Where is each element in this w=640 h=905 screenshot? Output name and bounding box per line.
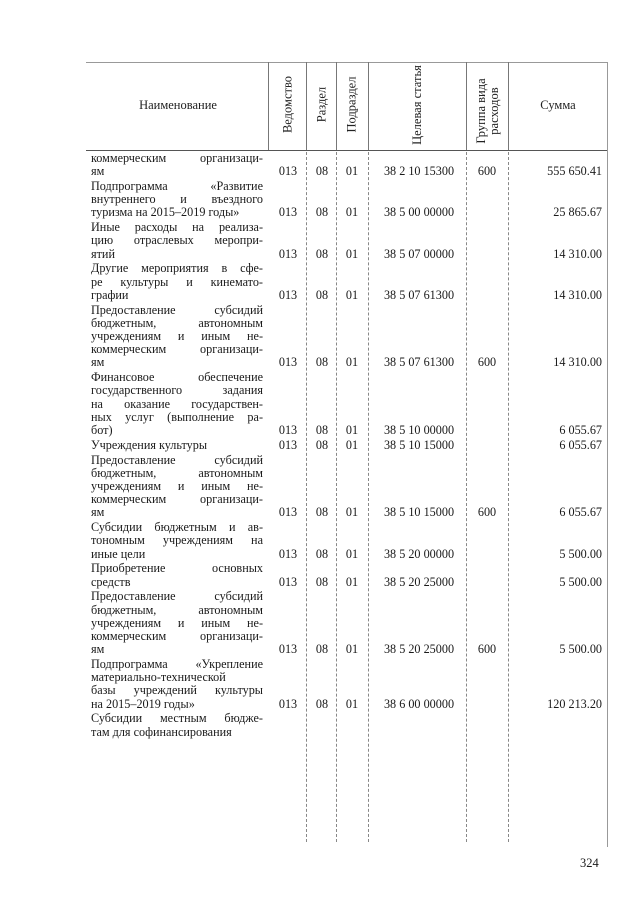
- col-sep-ved: [306, 62, 307, 150]
- cell-celevaya: 38 5 07 61300: [383, 355, 455, 370]
- cell-podrazdel: 01: [345, 205, 359, 220]
- row-name-line: ятий: [91, 247, 115, 261]
- row-name-line: бюджетным, автономным: [91, 466, 263, 480]
- cell-razdel: 08: [315, 205, 329, 220]
- cell-celevaya: 38 5 20 25000: [383, 574, 455, 589]
- row-name-line: Предоставление субсидий: [91, 590, 263, 604]
- cell-gruppa: 600: [477, 505, 497, 520]
- row-name-line: ных услуг (выполнение ра-: [91, 410, 263, 424]
- row-name-line: Иные расходы на реализа-: [91, 221, 263, 235]
- row-name-line: бюджетным, автономным: [91, 316, 263, 330]
- cell-gruppa: 600: [477, 642, 497, 657]
- cell-razdel: 08: [315, 696, 329, 711]
- table-right-border: [607, 62, 608, 847]
- cell-podrazdel: 01: [345, 246, 359, 261]
- row-name-line: графии: [91, 288, 129, 302]
- row-name-line: учреждениям и иным не-: [91, 480, 263, 493]
- row-name-line: учреждениям и иным не-: [91, 330, 263, 343]
- header-gruppa: Группа вида расходов: [474, 78, 501, 144]
- cell-gruppa: 600: [477, 355, 497, 370]
- row-name-line: Подпрограмма «Развитие: [91, 180, 263, 193]
- row-name-line: ям: [91, 356, 105, 370]
- cell-summa: 5 500.00: [559, 574, 602, 589]
- cell-vedomstvo: 013: [278, 423, 298, 437]
- col-sep-podrazdel: [368, 62, 369, 150]
- cell-vedomstvo: 013: [278, 505, 298, 520]
- cell-podrazdel: 01: [345, 164, 359, 179]
- row-name-line: там для софинансирования: [91, 725, 232, 739]
- row-name-line: материально-технической: [91, 671, 226, 685]
- col-sep-name: [268, 62, 269, 150]
- cell-razdel: 08: [315, 423, 329, 437]
- cell-podrazdel: 01: [345, 355, 359, 370]
- cell-vedomstvo: 013: [278, 287, 298, 302]
- row-name-line: ям: [91, 643, 105, 657]
- col-sep-razdel: [336, 62, 337, 150]
- row-name-line: внутреннего и въездного: [91, 193, 263, 207]
- cell-summa: 120 213.20: [547, 696, 602, 711]
- header-name: Наименование: [139, 98, 217, 112]
- cell-vedomstvo: 013: [278, 546, 298, 561]
- cell-celevaya: 38 5 07 61300: [383, 287, 455, 302]
- cell-vedomstvo: 013: [278, 696, 298, 711]
- header-razdel: Раздел: [314, 86, 329, 123]
- row-name-line: коммерческим организаци-: [91, 493, 263, 507]
- cell-summa: 555 650.41: [547, 164, 602, 179]
- cell-razdel: 08: [315, 355, 329, 370]
- row-name-line: ям: [91, 506, 105, 520]
- cell-vedomstvo: 013: [278, 574, 298, 589]
- cell-celevaya: 38 5 20 25000: [383, 642, 455, 657]
- header-podrazdel: Подраздел: [344, 76, 359, 133]
- row-name-line: Предоставление субсидий: [91, 453, 263, 467]
- header-celevaya: Целевая статья: [410, 65, 424, 145]
- cell-podrazdel: 01: [345, 696, 359, 711]
- cell-podrazdel: 01: [345, 642, 359, 657]
- cell-razdel: 08: [315, 505, 329, 520]
- col-sep-gruppa: [508, 62, 509, 150]
- cell-celevaya: 38 5 10 15000: [383, 505, 455, 520]
- col-sep-celevaya: [466, 62, 467, 150]
- cell-celevaya: 38 6 00 00000: [383, 696, 455, 711]
- cell-summa: 6 055.67: [559, 505, 602, 520]
- row-name-line: ре культуры и кинемато-: [91, 275, 263, 289]
- row-name-line: учреждениям и иным не-: [91, 616, 263, 630]
- row-name-line: на 2015–2019 годы»: [91, 697, 195, 711]
- cell-vedomstvo: 013: [278, 642, 298, 657]
- row-name-line: цию отраслевых меропри-: [91, 234, 263, 248]
- row-name-line: туризма на 2015–2019 годы»: [91, 206, 240, 220]
- cell-vedomstvo: 013: [278, 164, 298, 179]
- cell-podrazdel: 01: [345, 546, 359, 561]
- cell-razdel: 08: [315, 642, 329, 657]
- cell-summa: 14 310.00: [553, 287, 602, 302]
- header-vedomstvo: Ведомство: [280, 75, 295, 134]
- cell-summa: 5 500.00: [559, 642, 602, 657]
- row-name-line: Предоставление субсидий: [91, 303, 263, 317]
- row-name-line: Приобретение основных: [91, 562, 263, 576]
- cell-podrazdel: 01: [345, 437, 359, 452]
- cell-podrazdel: 01: [345, 505, 359, 520]
- cell-vedomstvo: 013: [278, 246, 298, 261]
- cell-razdel: 08: [315, 546, 329, 561]
- row-name-line: тономным учреждениям на: [91, 534, 263, 548]
- cell-podrazdel: 01: [345, 574, 359, 589]
- body-sep-3: [368, 152, 369, 842]
- row-name-line: средств: [91, 575, 131, 589]
- cell-summa: 5 500.00: [559, 546, 602, 561]
- cell-summa: 6 055.67: [559, 423, 602, 437]
- row-name-line: базы учреждений культуры: [91, 684, 263, 698]
- cell-podrazdel: 01: [345, 423, 359, 437]
- cell-vedomstvo: 013: [278, 205, 298, 220]
- row-name-line: коммерческим организаци-: [91, 343, 263, 357]
- row-name-line: коммерческим организаци-: [91, 630, 263, 643]
- cell-celevaya: 38 2 10 15300: [383, 164, 455, 179]
- row-name-line: коммерческим организаци-: [91, 152, 263, 165]
- row-name-line: Субсидии местным бюдже-: [91, 712, 263, 726]
- row-name-line: Подпрограмма «Укрепление: [91, 658, 263, 671]
- cell-razdel: 08: [315, 287, 329, 302]
- cell-summa: 14 310.00: [553, 246, 602, 261]
- body-sep-2: [336, 152, 337, 842]
- cell-podrazdel: 01: [345, 287, 359, 302]
- cell-razdel: 08: [315, 574, 329, 589]
- cell-celevaya: 38 5 00 00000: [383, 205, 455, 220]
- cell-razdel: 08: [315, 437, 329, 452]
- row-name-line: Финансовое обеспечение: [91, 371, 263, 385]
- row-name-line: ям: [91, 165, 105, 179]
- cell-razdel: 08: [315, 164, 329, 179]
- cell-celevaya: 38 5 10 00000: [383, 423, 455, 437]
- page-number: 324: [580, 856, 599, 870]
- row-name-line: иные цели: [91, 547, 146, 561]
- row-name-line: бот): [91, 424, 113, 437]
- cell-summa: 6 055.67: [559, 437, 602, 452]
- header-summa: Сумма: [540, 98, 576, 112]
- row-name-line: государственного задания: [91, 384, 263, 398]
- cell-razdel: 08: [315, 246, 329, 261]
- cell-gruppa: 600: [477, 164, 497, 179]
- row-name-line: Учреждения культуры: [91, 438, 208, 452]
- body-sep-1: [306, 152, 307, 842]
- cell-summa: 14 310.00: [553, 355, 602, 370]
- cell-celevaya: 38 5 20 00000: [383, 546, 455, 561]
- row-name-line: Другие мероприятия в сфе-: [91, 262, 263, 276]
- cell-vedomstvo: 013: [278, 437, 298, 452]
- cell-celevaya: 38 5 07 00000: [383, 246, 455, 261]
- cell-vedomstvo: 013: [278, 355, 298, 370]
- row-name-line: Субсидии бюджетным и ав-: [91, 521, 263, 535]
- row-name-line: на оказание государствен-: [91, 397, 263, 411]
- body-sep-5: [508, 152, 509, 842]
- cell-celevaya: 38 5 10 15000: [383, 437, 455, 452]
- row-name-line: бюджетным, автономным: [91, 603, 263, 617]
- header-bottom-rule: [86, 150, 608, 151]
- cell-summa: 25 865.67: [553, 205, 602, 220]
